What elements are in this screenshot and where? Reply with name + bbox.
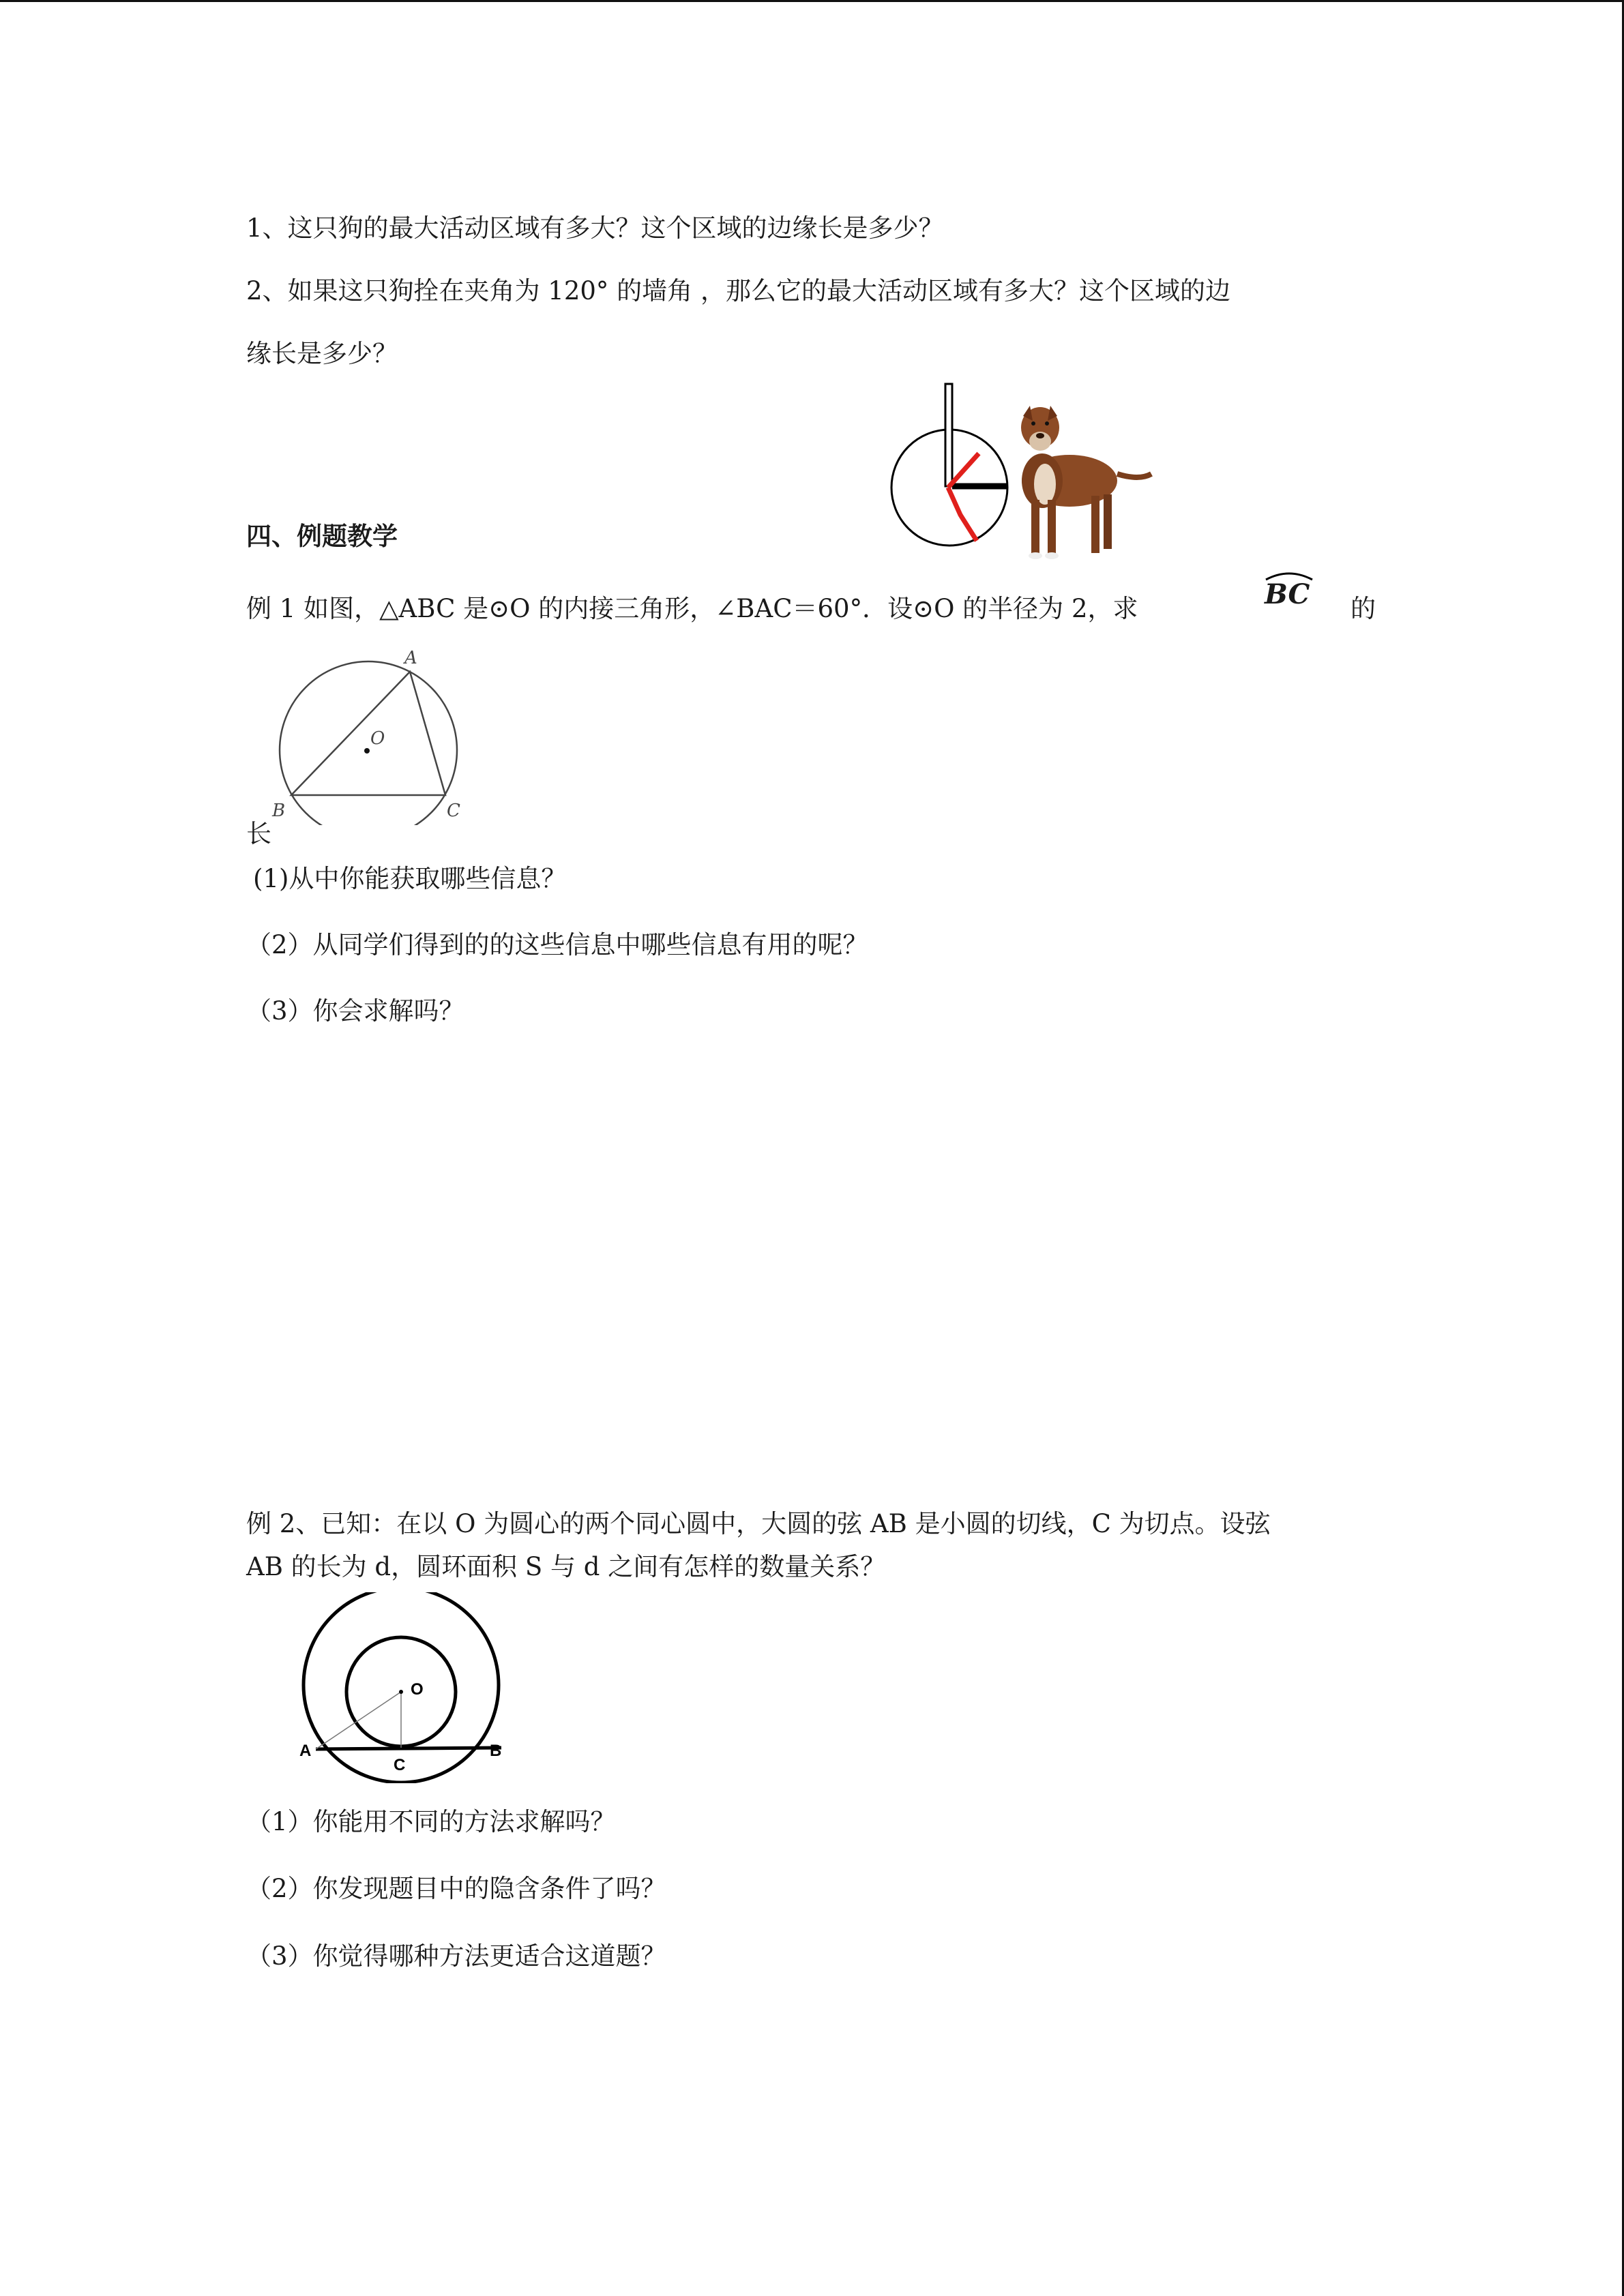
label-c: C — [394, 1756, 406, 1774]
arc-label-text: BC — [1265, 578, 1310, 610]
page-top-border — [0, 0, 1624, 2]
triangle-abc — [291, 672, 445, 795]
example-1-tail: 长 — [246, 819, 271, 848]
label-b: B — [272, 801, 286, 821]
inscribed-triangle-figure — [263, 641, 474, 825]
label-a: A — [404, 648, 417, 668]
example-2-line-2: AB 的长为 d，圆环面积 S 与 d 之间有怎样的数量关系？ — [246, 1552, 886, 1581]
label-o: O — [411, 1680, 424, 1699]
arc-bc-label — [1265, 578, 1310, 610]
section-heading: 四、例题教学 — [246, 522, 398, 551]
example-1-text-end: 的 — [1350, 594, 1376, 623]
center-point — [364, 748, 370, 754]
center-point-o — [399, 1690, 403, 1694]
question-1: 1、这只狗的最大活动区域有多大？这个区域的边缘长是多少？ — [246, 213, 944, 243]
chord-ab — [316, 1748, 501, 1749]
example-1-q3: （3）你会求解吗？ — [246, 996, 464, 1026]
wall-post — [945, 384, 952, 486]
example-1-text: 例 1 如图，△ABC 是⊙O 的内接三角形，∠BAC＝60°．设⊙O 的半径为 2，求 — [246, 594, 1138, 623]
example-2-line-1: 例 2、已知：在以 O 为圆心的两个同心圆中，大圆的弦 AB 是小圆的切线，C 为切点。设弦 — [246, 1509, 1271, 1538]
dog-picture — [1021, 406, 1151, 559]
large-circle — [304, 1592, 502, 1783]
example-1-q1: (1)从中你能获取哪些信息？ — [253, 864, 567, 893]
example-2-q2: （2）你发现题目中的隐含条件了吗？ — [246, 1874, 666, 1903]
question-2-continued: 缘长是多少？ — [246, 339, 398, 368]
label-o: O — [370, 728, 385, 749]
example-2-q3: （3）你觉得哪种方法更适合这道题？ — [246, 1941, 666, 1971]
example-2-q1: （1）你能用不同的方法求解吗？ — [246, 1807, 616, 1836]
dog-tether-figure — [887, 378, 1173, 563]
example-1-q2: （2）从同学们得到的的这些信息中哪些信息有用的呢？ — [246, 930, 868, 959]
concentric-circles-figure — [290, 1592, 515, 1783]
radius-oa — [316, 1692, 401, 1749]
question-2: 2、如果这只狗拴在夹角为 120° 的墙角 ，那么它的最大活动区域有多大？这个区域的边 — [246, 276, 1230, 305]
label-a: A — [299, 1742, 312, 1760]
rope-lower — [948, 488, 977, 541]
label-b: B — [490, 1742, 502, 1760]
label-c: C — [447, 801, 460, 821]
arc-mark-icon — [1262, 570, 1316, 581]
